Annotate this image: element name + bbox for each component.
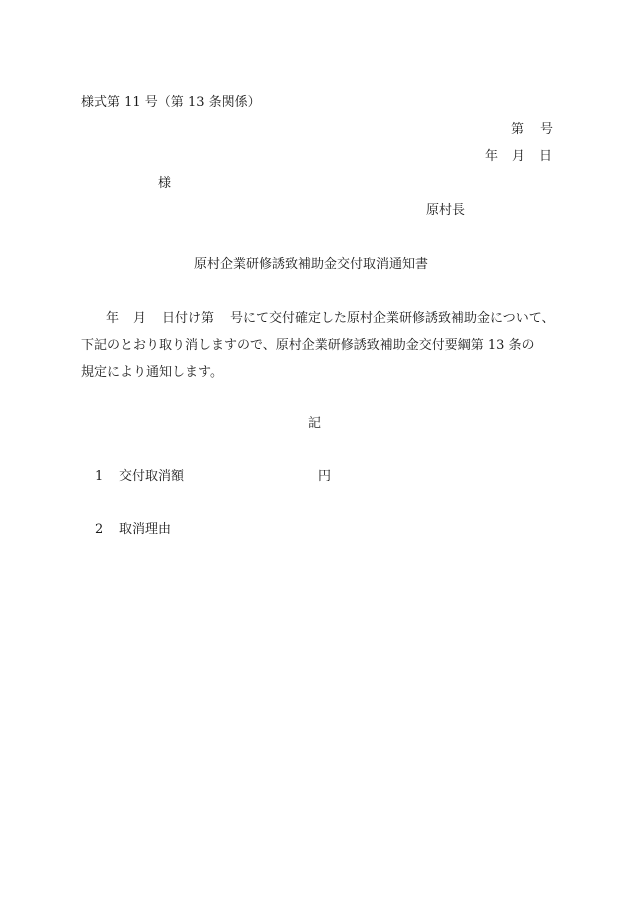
body-line-3: 規定により通知します。: [81, 365, 223, 380]
body-year: 年: [106, 311, 120, 326]
sender-name: 原村長: [426, 203, 466, 218]
date-day: 日: [539, 149, 553, 164]
body-day-prefix: 日付け第: [162, 311, 215, 326]
date-month: 月: [512, 149, 526, 164]
document-title: 原村企業研修誘致補助金交付取消通知書: [194, 257, 429, 272]
form-number-header: 様式第 11 号（第 13 条関係）: [81, 95, 261, 110]
item-2-number: 2: [95, 522, 104, 537]
ki-heading: 記: [308, 416, 322, 431]
document-number-line: [511, 122, 553, 138]
addressee-suffix: 様: [158, 176, 172, 191]
body-line-2: 下記のとおり取り消しますので、原村企業研修誘致補助金交付要綱第 13 条の: [81, 338, 535, 353]
item-2-label: 取消理由: [119, 522, 172, 537]
date-line: [485, 149, 552, 165]
item-1-number: 1: [95, 469, 104, 484]
number-suffix: 号: [540, 122, 554, 137]
item-1-label: 交付取消額: [119, 469, 185, 484]
body-month: 月: [133, 311, 147, 326]
item-1-unit: 円: [318, 469, 332, 484]
date-year: 年: [485, 149, 499, 164]
body-line-1: [106, 311, 555, 327]
number-prefix: 第: [511, 122, 525, 137]
body-line-1-rest: 号にて交付確定した原村企業研修誘致補助金について、: [230, 311, 555, 326]
